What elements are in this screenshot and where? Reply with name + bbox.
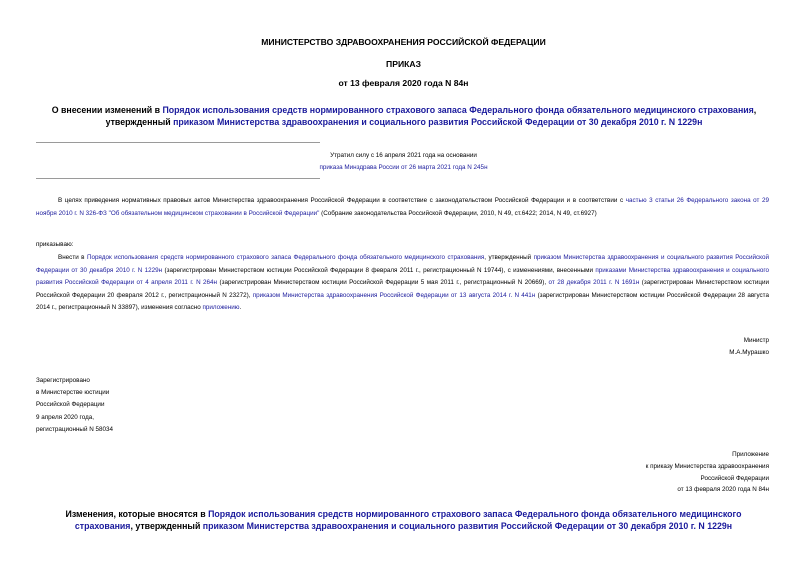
body-link-order-264n[interactable]: приказами Министерства здравоохранения и социального развития Российской Федерации от 4 апреля 2011 г. N 264н xyxy=(36,266,769,286)
registration-line: регистрационный N 58034 xyxy=(36,425,114,433)
divider-bottom xyxy=(36,178,320,179)
changes-prefix: Изменения, которые вносятся в xyxy=(65,509,209,519)
registration-block xyxy=(36,375,113,436)
registration-line: в Министерстве юстиции xyxy=(36,389,110,397)
heading-mid: , утвержденный xyxy=(105,105,757,127)
heading-link-procedure[interactable]: Порядок использования средств нормированного страхового запаса Федерального фонда обязательного медицинского страхования xyxy=(162,105,754,115)
preamble-text-2: (Собрание законодательства Российской Федерации, 2010, N 49, ст.6422; 2014, N 49, ст.6927) xyxy=(319,209,597,217)
changes-heading xyxy=(50,508,757,532)
appendix-line: Приложение xyxy=(732,451,769,458)
body-link-appendix[interactable]: приложению xyxy=(202,304,240,311)
preamble-law-link[interactable]: частью 3 статьи 26 Федерального закона от 29 ноября 2010 г. N 326-ФЗ "Об обязательном медицинском страховании в Российской Федерации" xyxy=(36,197,769,217)
body-link-order-441n[interactable]: приказом Министерства здравоохранения Российской Федерации от 13 августа 2014 г. N 441н xyxy=(252,291,536,299)
body-text-2: , утвержденный xyxy=(484,254,534,261)
preamble-paragraph xyxy=(36,195,769,220)
document-type: ПРИКАЗ xyxy=(386,59,421,69)
registration-line: 9 апреля 2020 года, xyxy=(36,413,94,421)
appendix-block xyxy=(646,449,769,496)
body-text-4: (зарегистрирован Министерством юстиции Российской Федерации 5 мая 2011 г., регистрационный N 20669), xyxy=(217,279,549,286)
signature-name: М.А.Мурашко xyxy=(729,349,769,357)
body-text-7: . xyxy=(239,304,242,311)
body-text-3: (зарегистрирован Министерством юстиции Российской Федерации 8 февраля 2011 г., регистрационный N 19744), с изменениями, внесенными xyxy=(162,266,596,274)
status-repeal-link[interactable]: приказа Минздрава России от 26 марта 2021 года N 245н xyxy=(319,164,488,172)
body-text-5: (зарегистрирован Министерством юстиции Российской Федерации 20 февраля 2012 г., регистрационный N 23272), xyxy=(36,279,769,299)
document-heading xyxy=(36,104,772,128)
status-note xyxy=(0,150,807,175)
appendix-line: от 13 февраля 2020 года N 84н xyxy=(677,486,769,494)
body-text-6: (зарегистрирован Министерством юстиции Российской Федерации 28 августа 2014 г., регистрационный N 33897), изменения согласно xyxy=(36,291,769,311)
changes-link-order-1229n[interactable]: приказом Министерства здравоохранения и социального развития Российской Федерации от 30 декабря 2010 г. N 1229н xyxy=(202,521,733,531)
body-text-1: Внести в xyxy=(58,254,87,261)
changes-link-procedure[interactable]: Порядок использования средств нормированного страхового запаса Федерального фонда обязательного медицинского страхования xyxy=(74,509,742,531)
order-word: приказываю: xyxy=(36,241,74,248)
body-paragraph xyxy=(36,252,769,315)
body-link-procedure[interactable]: Порядок использования средств нормированного страхового запаса Федерального фонда обязательного медицинского страхования xyxy=(86,254,485,261)
heading-link-order-1229n[interactable]: приказом Министерства здравоохранения и социального развития Российской Федерации от 30 декабря 2010 г. N 1229н xyxy=(173,117,703,127)
body-link-order-1691n[interactable]: от 28 декабря 2011 г. N 1691н xyxy=(548,279,640,286)
heading-prefix: О внесении изменений в xyxy=(51,105,163,115)
divider-top xyxy=(36,142,320,143)
registration-line: Российской Федерации xyxy=(36,401,105,409)
appendix-line: Российской Федерации xyxy=(700,474,769,482)
ministry-title: МИНИСТЕРСТВО ЗДРАВООХРАНЕНИЯ РОССИЙСКОЙ ФЕДЕРАЦИИ xyxy=(261,37,546,47)
signature-block xyxy=(729,335,769,360)
status-line: Утратил силу с 16 апреля 2021 года на основании xyxy=(330,152,477,159)
document-date: от 13 февраля 2020 года N 84н xyxy=(338,78,469,88)
appendix-line: к приказу Министерства здравоохранения xyxy=(645,462,769,470)
registration-line: Зарегистрировано xyxy=(36,377,90,384)
body-link-order-1229n[interactable]: приказом Министерства здравоохранения и социального развития Российской Федерации от 30 декабря 2010 г. N 1229н xyxy=(36,254,769,274)
changes-mid: , утвержденный xyxy=(130,521,203,531)
signature-position: Министр xyxy=(743,337,769,344)
preamble-text-1: В целях приведения нормативных правовых актов Министерства здравоохранения Российской Федерации в соответствие с законодательством Российской Федерации и в соответствии с xyxy=(58,197,626,204)
